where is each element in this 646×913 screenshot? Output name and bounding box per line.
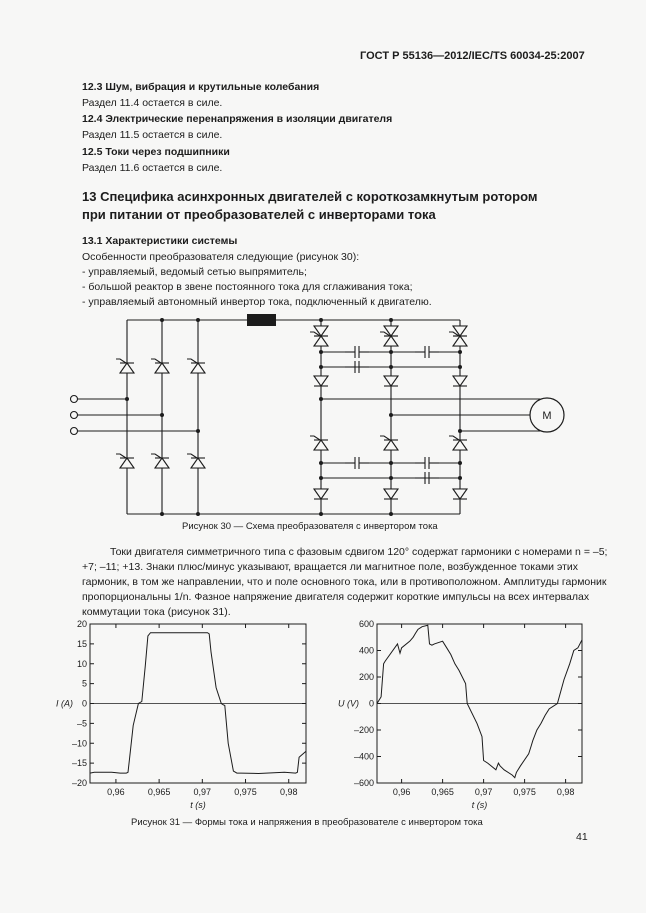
x-tick-label: 0,97	[193, 787, 212, 797]
body-paragraph	[82, 545, 608, 620]
section-text-12-5: Раздел 11.6 остается в силе.	[82, 162, 223, 174]
x-axis-label: t (s)	[471, 800, 488, 810]
page-number: 41	[576, 831, 588, 843]
x-tick-label: 0,97	[474, 787, 493, 797]
rectifier-thyristors	[116, 359, 205, 468]
y-tick-label: 0	[368, 698, 374, 709]
y-tick-label: 20	[76, 619, 87, 629]
y-tick-label: 10	[76, 658, 87, 669]
figure-30-caption: Рисунок 30 — Схема преобразователя с инвертором тока	[182, 521, 438, 532]
subsection-intro: Особенности преобразователя следующие (рисунок 30):	[82, 251, 360, 263]
voltage-series-line	[377, 625, 582, 777]
y-axis-label: U (V)	[338, 698, 359, 709]
y-tick-label: –200	[353, 725, 374, 735]
x-tick-label: 0,96	[392, 787, 411, 797]
y-tick-label: 400	[358, 645, 374, 656]
y-tick-label: 5	[81, 678, 87, 689]
y-tick-label: –10	[71, 738, 87, 749]
y-tick-label: –15	[71, 758, 87, 769]
dc-reactor	[247, 314, 276, 326]
figure-31-caption: Рисунок 31 — Формы тока и напряжения в преобразователе с инвертором тока	[131, 817, 483, 828]
current-series-line	[90, 633, 306, 774]
x-tick-label: 0,96	[107, 787, 125, 797]
y-axis-label: I (A)	[56, 698, 73, 709]
x-tick-label: 0,965	[147, 787, 171, 797]
document-header: ГОСТ Р 55136—2012/IEC/TS 60034-25:2007	[360, 50, 585, 62]
y-tick-label: –20	[71, 778, 87, 788]
paragraph-line-1: Токи двигателя симметричного типа с фазовым сдвигом 120° содержат гармоники с номерами n = –5;	[110, 546, 608, 558]
section-text-12-4: Раздел 11.5 остается в силе.	[82, 129, 223, 141]
list-item-3: - управляемый автономный инвертор тока, подключенный к двигателю.	[82, 296, 432, 308]
x-tick-label: 0,975	[513, 787, 536, 797]
current-waveform-chart	[0, 612, 320, 822]
list-item-1: - управляемый, ведомый сетью выпрямитель;	[82, 266, 307, 278]
y-tick-label: 15	[76, 638, 87, 649]
subsection-title: 13.1 Характеристики системы	[82, 235, 238, 247]
inverter-thyristors	[310, 332, 467, 450]
list-item-2: - большой реактор в звене постоянного тока для сглаживания тока;	[82, 281, 413, 293]
x-tick-label: 0,965	[431, 787, 454, 797]
y-tick-label: –600	[353, 778, 374, 788]
section-title-12-5: 12.5 Токи через подшипники	[82, 146, 230, 158]
y-tick-label: –5	[76, 718, 87, 729]
section-title-12-3: 12.3 Шум, вибрация и крутильные колебания	[82, 81, 320, 93]
x-tick-label: 0,975	[234, 787, 257, 797]
x-tick-label: 0,98	[279, 787, 298, 797]
y-tick-label: 600	[358, 619, 374, 629]
section-title-12-4: 12.4 Электрические перенапряжения в изоляции двигателя	[82, 113, 393, 125]
y-tick-label: 0	[81, 698, 87, 709]
chapter-title-line-1: 13 Специфика асинхронных двигателей с короткозамкнутым ротором	[82, 189, 538, 204]
paragraph-line-4: пропорциональны 1/n. Фазное напряжение двигателя содержит короткие импульсы на всех интервалах	[82, 591, 590, 603]
section-text-12-3: Раздел 11.4 остается в силе.	[82, 97, 223, 109]
paragraph-line-3: гармоник, в том же направлении, что и поле основного тока, или в противоположном. Амплитуды гармоник	[82, 576, 607, 588]
voltage-waveform-chart	[320, 612, 646, 822]
chapter-title-line-2: при питании от преобразователей с инверторами тока	[82, 207, 436, 222]
paragraph-line-5: коммутации тока (рисунок 31).	[82, 606, 231, 618]
y-tick-label: 200	[358, 672, 374, 682]
paragraph-line-2: +7; –11; +13. Знаки плюс/минус указывают, вращается ли магнитное поле, возбужденное токами этих	[82, 561, 578, 573]
x-axis-label: t (s)	[190, 800, 206, 810]
y-tick-label: –400	[353, 751, 374, 762]
motor-label: M	[542, 410, 552, 422]
x-tick-label: 0,98	[556, 787, 575, 797]
